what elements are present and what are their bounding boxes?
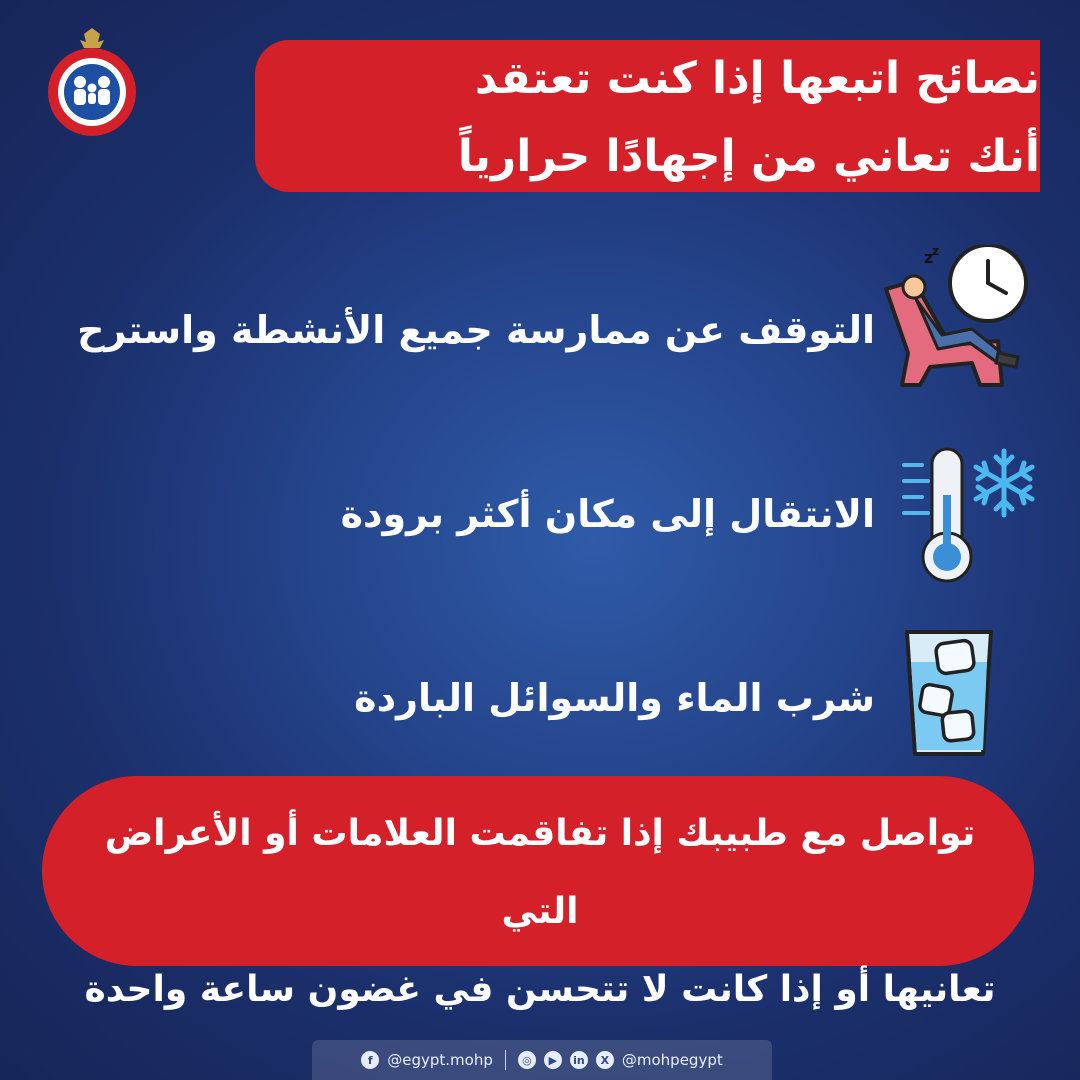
svg-text:z: z [924,248,934,267]
ice-water-glass-icon [903,628,995,758]
tip-cool-place-text: الانتقال إلى مكان أكثر برودة [340,492,875,536]
social-footer [312,1040,772,1080]
tip-rest-text: التوقف عن ممارسة جميع الأنشطة واسترح [77,308,875,352]
ministry-logo [42,26,142,138]
divider [505,1050,506,1070]
resting-person-clock-icon [880,245,1035,395]
facebook-icon[interactable]: f [361,1051,379,1069]
title [280,40,1040,196]
svg-text:z: z [932,245,939,258]
tip-drink-water-text: شرب الماء والسوائل الباردة [354,676,875,720]
instagram-icon[interactable]: ◎ [518,1051,536,1069]
advice-line-2: تعانيها أو إذا كانت لا تتحسن في غضون ساعة واحدة [84,969,996,1010]
x-icon[interactable]: X [596,1051,614,1069]
thermometer-snowflake-icon [900,445,1040,585]
social-handle[interactable]: @mohpegypt [621,1051,723,1069]
title-line-2: أنك تعاني من إجهادًا حرارياً [457,131,1040,182]
advice-line-1: تواصل مع طبيبك إذا تفاقمت العلامات أو الأعراض التي [104,813,976,932]
facebook-handle[interactable]: @egypt.mohp [387,1051,493,1069]
advice-text [70,795,1010,1029]
linkedin-icon[interactable]: in [570,1051,588,1069]
youtube-icon[interactable]: ▶ [544,1051,562,1069]
title-line-1: نصائح اتبعها إذا كنت تعتقد [474,53,1040,104]
